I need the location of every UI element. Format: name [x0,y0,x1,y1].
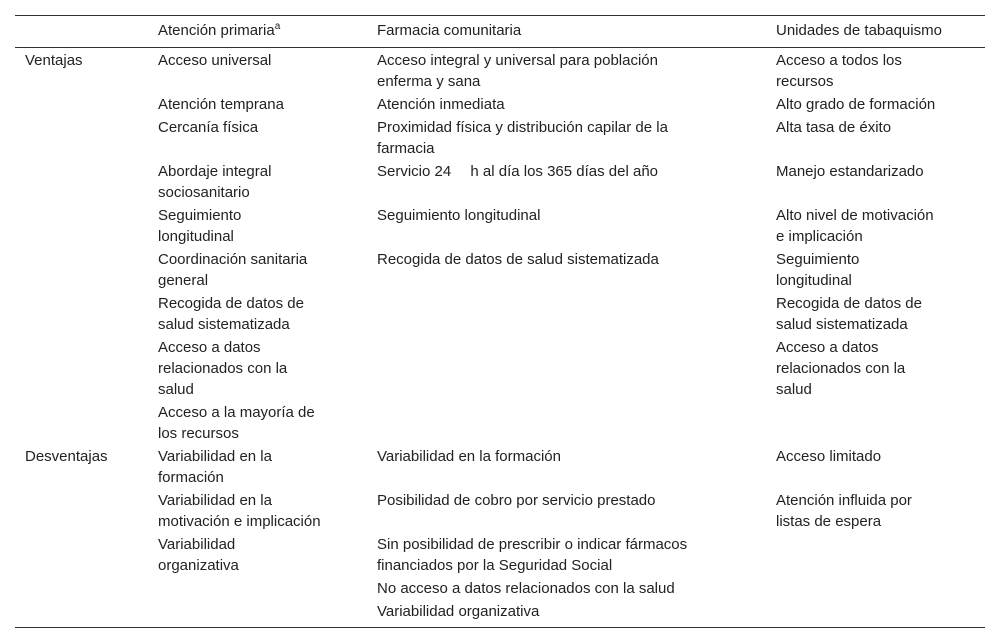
table-cell-primary: Variabilidad organizativa [158,536,239,574]
table-cell-units: Acceso a todos los recursos [776,52,902,90]
table-cell-primary: Acceso a datos relacionados con la salud [158,339,288,398]
table-cell-primary: Coordinación sanitaria general [158,251,308,289]
table-cell-primary: Atención temprana [158,96,284,113]
table-cell-primary: Recogida de datos de salud sistematizada [158,295,304,333]
table-cell-pharmacy: Recogida de datos de salud sistematizada [377,251,659,268]
row-group-label-disadvantages: Desventajas [25,448,108,465]
table-cell-pharmacy: Seguimiento longitudinal [377,207,541,224]
table-cell-pharmacy: Variabilidad en la formación [377,448,561,465]
header-community-pharmacy: Farmacia comunitaria [377,22,522,39]
header-smoking-units: Unidades de tabaquismo [776,22,942,39]
table-cell-pharmacy: Variabilidad organizativa [377,603,540,620]
header-primary-care-label: Atención primaria [158,22,275,39]
table-cell-primary: Cercanía física [158,119,259,136]
table-cell-pharmacy: Servicio 24 h al día los 365 días del año [377,163,659,180]
table-cell-units: Acceso a datos relacionados con la salud [776,339,906,398]
table-cell-primary: Abordaje integral sociosanitario [158,163,272,201]
table-cell-units: Atención influida por listas de espera [776,492,912,530]
table-cell-units: Acceso limitado [776,448,882,465]
table-cell-pharmacy: Proximidad física y distribución capilar de la farmacia [377,119,668,157]
table-cell-units: Seguimiento longitudinal [776,251,860,289]
table-cell-primary: Acceso universal [158,52,272,69]
footnote-marker-a: a [274,21,281,32]
table-cell-units: Alto nivel de motivación e implicación [776,207,934,245]
table-cell-primary: Seguimiento longitudinal [158,207,242,245]
table-cell-pharmacy: Sin posibilidad de prescribir o indicar fármacos financiados por la Seguridad Social [377,536,688,574]
table-cell-pharmacy: Atención inmediata [377,96,505,113]
table-cell-primary: Variabilidad en la motivación e implicación [158,492,321,530]
table-cell-units: Alto grado de formación [776,96,936,113]
table-cell-units: Alta tasa de éxito [776,119,892,136]
table-top-rule [15,15,985,16]
table-bottom-rule [15,627,985,628]
table-cell-pharmacy: No acceso a datos relacionados con la salud [377,580,675,597]
table-cell-primary: Acceso a la mayoría de los recursos [158,404,315,442]
table-cell-units: Manejo estandarizado [776,163,924,180]
header-bottom-rule [15,47,985,48]
table-cell-pharmacy: Acceso integral y universal para población enferma y sana [377,52,658,90]
table-cell-pharmacy: Posibilidad de cobro por servicio prestado [377,492,656,509]
header-primary-care [158,20,280,41]
table-cell-primary: Variabilidad en la formación [158,448,272,486]
table-cell-units: Recogida de datos de salud sistematizada [776,295,922,333]
row-group-label-advantages: Ventajas [25,52,83,69]
